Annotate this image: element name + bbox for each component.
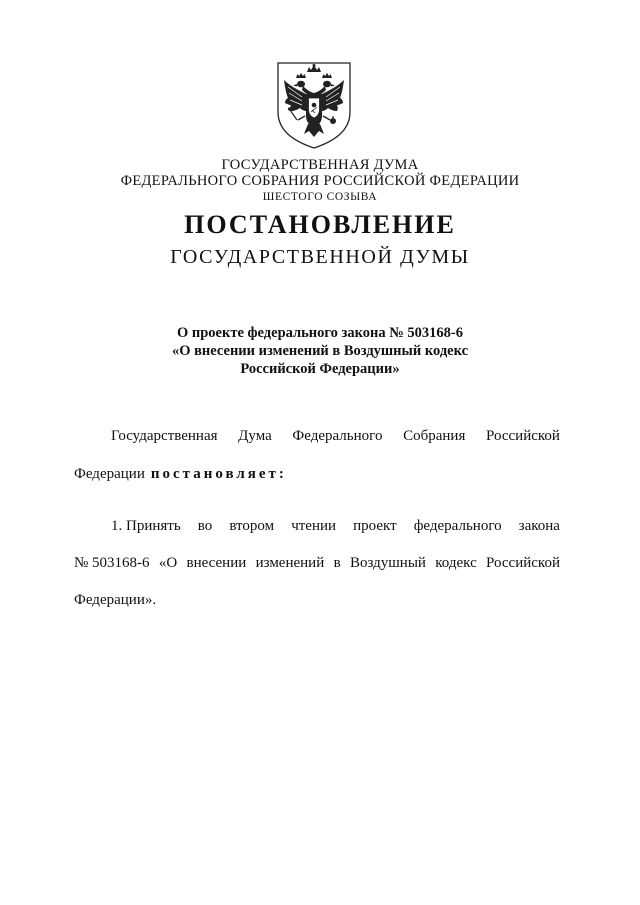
word: втором (229, 518, 275, 534)
clause-1-line-3: Федерации». (74, 592, 157, 608)
word: Собрания (403, 428, 466, 444)
document-type-title: ПОСТАНОВЛЕНИЕ (184, 210, 456, 239)
word: во (197, 518, 213, 534)
preamble-line-1 (111, 428, 560, 445)
word: Российской (486, 428, 560, 444)
word: проект (353, 518, 397, 534)
word: № 503168-6 (74, 555, 150, 571)
issuer-convocation: ШЕСТОГО СОЗЫВА (262, 191, 378, 203)
word: Воздушный (349, 555, 426, 571)
word: в (333, 555, 341, 571)
clause-1-line-1 (111, 518, 560, 535)
word: 1. Принять (111, 518, 181, 534)
subject-line: «О внесении изменений в Воздушный кодекс (171, 343, 469, 359)
word: Федерального (292, 428, 383, 444)
word: Дума (238, 428, 272, 444)
preamble-text: Федерации (74, 466, 145, 482)
word: «О (158, 555, 178, 571)
word: кодекс (435, 555, 477, 571)
word: федерального (413, 518, 502, 534)
subject-line: Российской Федерации» (240, 361, 400, 377)
word: Российской (486, 555, 560, 571)
word: Государственная (111, 428, 218, 444)
issuer-assembly: ФЕДЕРАЛЬНОГО СОБРАНИЯ РОССИЙСКОЙ ФЕДЕРАЦИИ (120, 173, 520, 189)
subject-line: О проекте федерального закона № 503168-6 (176, 325, 464, 341)
word: внесении (186, 555, 247, 571)
word: чтении (291, 518, 337, 534)
document-type-subtitle: ГОСУДАРСТВЕННОЙ ДУМЫ (170, 246, 470, 268)
clause-1-line-2 (74, 555, 560, 572)
preamble-line-2 (74, 466, 287, 483)
word: закона (518, 518, 560, 534)
russian-coat-of-arms-icon (274, 60, 354, 150)
resolves-keyword: постановляет: (150, 466, 287, 482)
issuer-name: ГОСУДАРСТВЕННАЯ ДУМА (221, 157, 419, 173)
word: изменений (255, 555, 325, 571)
